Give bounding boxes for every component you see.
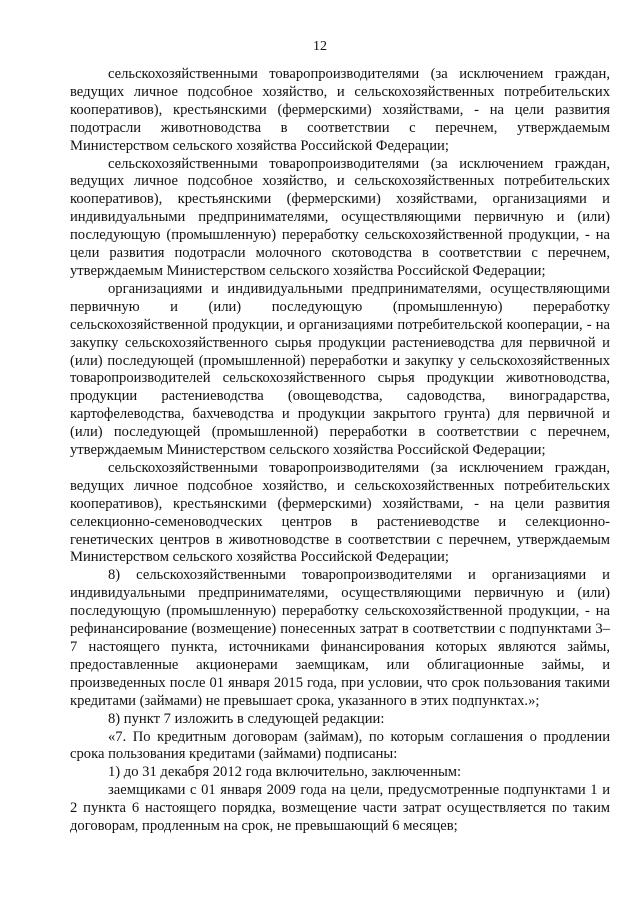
paragraph-breeding-centers: сельскохозяйственными товаропроизводителями (за исключением граждан, ведущих личное подсобное хозяйство, и сельскохозяйственных потребительских кооперативов), крестьянскими (фермерскими) хозяйствами, - на цели развития селекционно-семеноводческих центров в растениеводстве и селекционно-генетических центров в животноводстве в соответствии с перечнем, утверждаемым Министерством сельского хозяйства Российской Федерации; [70,459,610,566]
paragraph-refinancing: 8) сельскохозяйственными товаропроизводителями и организациями и индивидуальными предпринимателями, осуществляющими первичную и (или) последующую (промышленную) переработку сельскохозяйственной продукции, - на рефинансирование (возмещение) понесенных затрат в соответствии с подпунктами 3–7 настоящего пункта, источниками финансирования которых являются займы, предоставленные акционерами заемщикам, или облигационные займы, и произведенных после 01 января 2015 года, при условии, что срок пользования такими кредитами (займами) не превышает срока, указанного в этих подпунктах.»; [70,567,610,709]
paragraph-amendment-point-7: 8) пункт 7 изложить в следующей редакции: [108,710,385,727]
paragraph-borrowers-2009: заемщиками с 01 января 2009 года на цели, предусмотренные подпунктами 1 и 2 пункта 6 настоящего порядка, возмещение части затрат осуществляется по таким договорам, продленным на срок, не превышающий 6 месяцев; [70,782,610,835]
paragraph-raw-materials-purchase: организациями и индивидуальными предпринимателями, осуществляющими первичную и (или) последующую (промышленную) переработку сельскохозяйственной продукции, и организациями потребительской кооперации, - на закупку сельскохозяйственного сырья продукции растениеводства для первичной и (или) последующей (промышленной) переработки и закупку у сельскохозяйственных товаропроизводителей сельскохозяйственного сырья продукции животноводства, продукции растениеводства (овощеводства, садоводства, виноградарства, картофелеводства, бахчеводства и продукции закрытого грунта) для первичной и (или) последующей (промышленной) переработки в соответствии с перечнем, утверждаемым Министерством сельского хозяйства Российской Федерации; [70,280,610,459]
paragraph-livestock-subsector: сельскохозяйственными товаропроизводителями (за исключением граждан, ведущих личное подсобное хозяйство, и сельскохозяйственных потребительских кооперативов), крестьянскими (фермерскими) хозяйствами, - на цели развития подотрасли животноводства в соответствии с перечнем, утверждаемым Министерством сельского хозяйства Российской Федерации; [70,66,610,154]
page-number: 12 [313,39,327,54]
paragraph-point-7-intro: «7. По кредитным договорам (займам), по которым соглашения о продлении срока пользования кредитами (займами) подписаны: [70,728,610,763]
paragraph-subpoint-1: 1) до 31 декабря 2012 года включительно, заключенным: [108,764,462,781]
document-body [70,66,610,836]
paragraph-dairy-subsector: сельскохозяйственными товаропроизводителями (за исключением граждан, ведущих личное подсобное хозяйство, и сельскохозяйственных потребительских кооперативов), крестьянскими (фермерскими) хозяйствами, организациями и индивидуальными предпринимателями, осуществляющими первичную и (или) последующую (промышленную) переработку сельскохозяйственной продукции, - на цели развития подотрасли молочного скотоводства в соответствии с перечнем, утверждаемым Министерством сельского хозяйства Российской Федерации; [70,155,610,279]
